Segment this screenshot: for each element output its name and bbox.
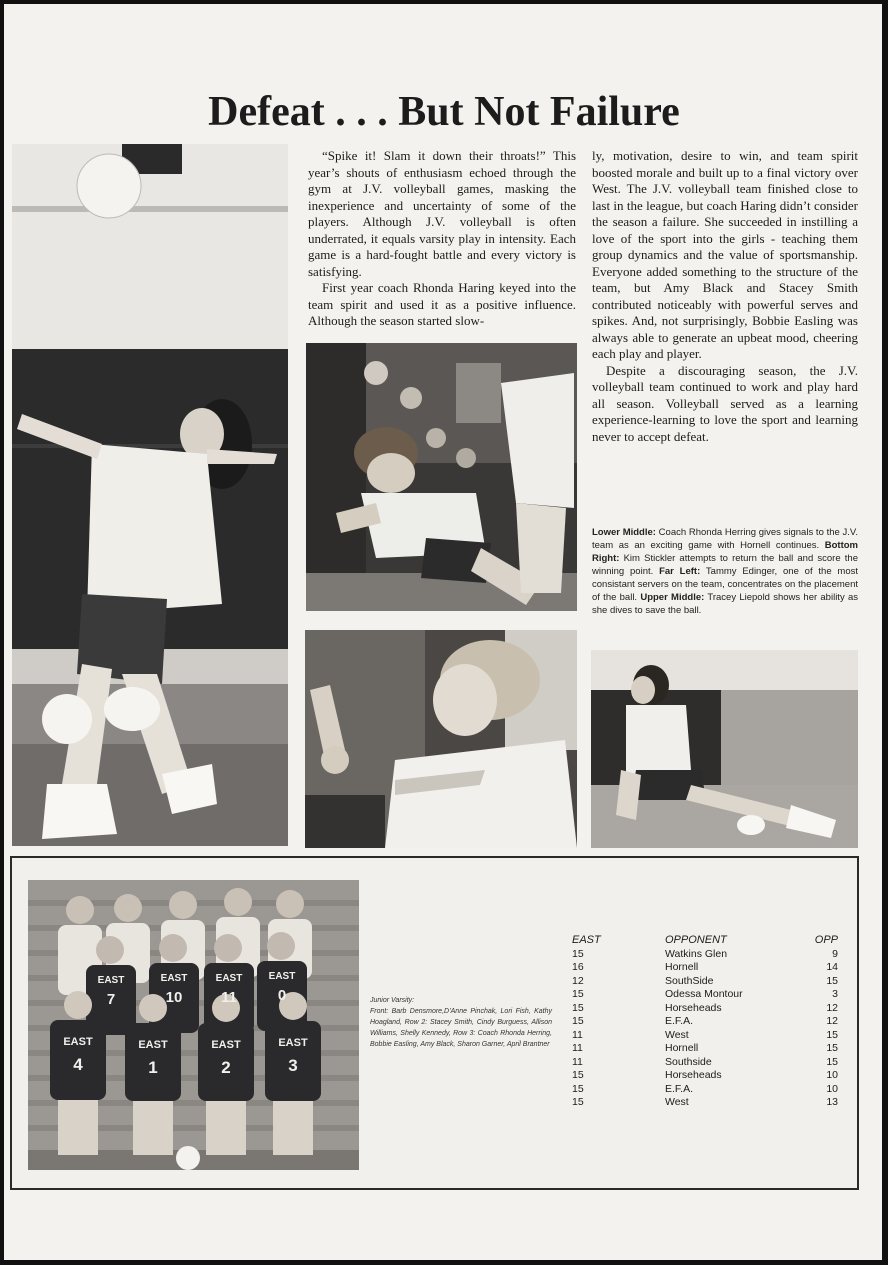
jersey-number-text: 7 bbox=[106, 991, 116, 1008]
photo-upper-middle-dive bbox=[306, 343, 577, 611]
jersey-team-text: EAST bbox=[268, 971, 296, 982]
jersey-team-text: EAST bbox=[160, 973, 188, 984]
team-caption bbox=[370, 995, 552, 1050]
jersey-team-text: EAST bbox=[138, 1039, 168, 1051]
jersey-team-text: EAST bbox=[63, 1036, 93, 1048]
photo-bottom-right-return bbox=[591, 650, 858, 848]
score-row bbox=[570, 1015, 838, 1029]
article-column-1 bbox=[308, 148, 576, 330]
score-east: 15 bbox=[572, 1001, 584, 1014]
photo-far-left-server bbox=[12, 144, 288, 846]
score-east: 16 bbox=[572, 961, 584, 973]
caption-label-far-left: Far Left: bbox=[653, 566, 701, 577]
scores-header-row bbox=[570, 934, 838, 948]
jersey-number-text: 10 bbox=[165, 989, 183, 1006]
photo-lower-middle-coach bbox=[305, 630, 577, 848]
article-paragraph: First year coach Rhonda Haring keyed into the team spirit and used it as a positive influence. Although the season started slow- bbox=[308, 280, 576, 328]
score-east: 15 bbox=[572, 947, 584, 960]
score-opponent: Watkins Glen bbox=[665, 947, 728, 960]
team-photo-image bbox=[28, 880, 359, 1170]
score-opponent: Horseheads bbox=[665, 1001, 722, 1014]
score-opponent: Odessa Montour bbox=[665, 988, 743, 1000]
score-opponent: West bbox=[665, 1028, 689, 1041]
photo-captions bbox=[592, 526, 858, 617]
score-opp: 15 bbox=[826, 1055, 838, 1068]
jersey-number-text: 11 bbox=[221, 989, 237, 1006]
score-row bbox=[570, 1069, 838, 1083]
score-row bbox=[570, 1056, 838, 1070]
jersey-team-text: EAST bbox=[97, 975, 125, 986]
article-column-2 bbox=[592, 148, 858, 445]
score-row bbox=[570, 975, 838, 989]
score-row bbox=[570, 948, 838, 962]
article-paragraph: “Spike it! Slam it down their throats!” This year’s shouts of enthusiasm echoed through the gym at J.V. volleyball games, masking the inexperience and uncertainty of some of the players. Although J.V. volleyball is often underrated, it equals varsity play in intensity. Each game is a hard-fought battle and every victory is satisfying. bbox=[308, 148, 576, 279]
article-paragraph: Despite a discouraging season, the J.V. volleyball team continued to work and play hard all season. Volleyball served as a learning experience-learning to love the sport and learning never to accept defeat. bbox=[592, 362, 858, 444]
caption-text-bottom-right: Kim Stickler attempts to return the ball and score the winning point. bbox=[592, 553, 858, 577]
jersey-team-text: EAST bbox=[278, 1037, 308, 1049]
score-opp: 15 bbox=[826, 1042, 838, 1054]
score-opp: 3 bbox=[832, 988, 838, 1000]
scores-header-east: EAST bbox=[572, 934, 601, 946]
score-opp: 12 bbox=[826, 1015, 838, 1027]
score-opponent: Southside bbox=[665, 1055, 712, 1068]
score-opp: 10 bbox=[826, 1069, 838, 1081]
scores-table bbox=[570, 934, 838, 1110]
team-caption-text: Front: Barb Densmore,D’Anne Pinchak, Lori Fish, Kathy Hoagland, Row 2: Stacey Smith, Cindy Burguess, Allison Williams, Shelly Kennedy, Row 3: Coach Rhonda Herring, Bobbie Easling, Amy Black, Sharon Garner, April Brantner bbox=[370, 1008, 552, 1048]
score-row bbox=[570, 988, 838, 1002]
score-east: 11 bbox=[572, 1028, 583, 1041]
score-row bbox=[570, 1083, 838, 1097]
score-row bbox=[570, 1096, 838, 1110]
score-opp: 12 bbox=[826, 1001, 838, 1014]
score-east: 15 bbox=[572, 1069, 584, 1081]
caption-label-bottom-right: Bottom Right: bbox=[592, 540, 858, 564]
team-photo bbox=[28, 880, 359, 1170]
score-opponent: E.F.A. bbox=[665, 1015, 694, 1027]
score-row bbox=[570, 1042, 838, 1056]
jersey-team-text: EAST bbox=[211, 1039, 241, 1051]
caption-text-far-left: Tammy Edinger, one of the most consistant servers on the team, concentrates on the placement of the ball. bbox=[592, 566, 858, 603]
score-east: 12 bbox=[572, 974, 584, 987]
jersey-team-text: EAST bbox=[215, 973, 243, 984]
score-opp: 15 bbox=[826, 974, 838, 987]
score-opponent: Hornell bbox=[665, 961, 699, 973]
jersey-number-text: 1 bbox=[148, 1058, 158, 1077]
score-opponent: Horseheads bbox=[665, 1069, 722, 1081]
score-opponent: E.F.A. bbox=[665, 1082, 694, 1095]
score-opp: 9 bbox=[832, 947, 838, 960]
score-east: 15 bbox=[572, 1015, 584, 1027]
score-row bbox=[570, 1029, 838, 1043]
score-opp: 13 bbox=[826, 1096, 838, 1108]
article-paragraph: ly, motivation, desire to win, and team spirit boosted morale and built up to a final victory over West. The J.V. volleyball team finished close to last in the league, but coach Haring didn’t consider the season a failure. She succeeded in instilling a love of the sport into the girls - teaching them group dynamics and the value of sportsmanship. Everyone added something to the structure of the team, but Amy Black and Stacey Smith contributed noticeably with powerful serves and spikes. And, not surprisingly, Bobbie Easling was always able to generate an upbeat mood, cheering each play and player. bbox=[592, 148, 858, 361]
score-row bbox=[570, 961, 838, 975]
score-opponent: SouthSide bbox=[665, 974, 714, 987]
score-east: 15 bbox=[572, 1082, 584, 1095]
scores-header-opponent: OPPONENT bbox=[665, 934, 727, 946]
page-title: Defeat . . . But Not Failure bbox=[208, 89, 680, 135]
score-east: 11 bbox=[572, 1042, 583, 1054]
jersey-number-text: 3 bbox=[288, 1056, 298, 1075]
scores-header-opp: OPP bbox=[814, 934, 838, 946]
caption-label-upper-middle: Upper Middle: bbox=[637, 592, 705, 603]
score-opponent: Hornell bbox=[665, 1042, 699, 1054]
score-opp: 15 bbox=[826, 1028, 838, 1041]
jersey-number-text: 4 bbox=[73, 1055, 83, 1074]
score-opp: 14 bbox=[826, 961, 838, 973]
caption-label-lower-middle: Lower Middle: bbox=[592, 527, 656, 538]
caption-text-lower-middle: Coach Rhonda Herring gives signals to the J.V. team as an exciting game with Hornell continues. bbox=[592, 527, 858, 551]
score-opp: 10 bbox=[826, 1082, 838, 1095]
jersey-number-text: 2 bbox=[221, 1058, 231, 1077]
score-east: 11 bbox=[572, 1055, 583, 1068]
score-east: 15 bbox=[572, 988, 584, 1000]
caption-text-upper-middle: Tracey Liepold shows her ability as she dives to save the ball. bbox=[592, 592, 858, 616]
team-caption-title: Junior Varsity: bbox=[370, 997, 415, 1004]
score-opponent: West bbox=[665, 1096, 689, 1108]
jersey-number-text: 0 bbox=[277, 987, 287, 1004]
score-row bbox=[570, 1002, 838, 1016]
score-east: 15 bbox=[572, 1096, 584, 1108]
